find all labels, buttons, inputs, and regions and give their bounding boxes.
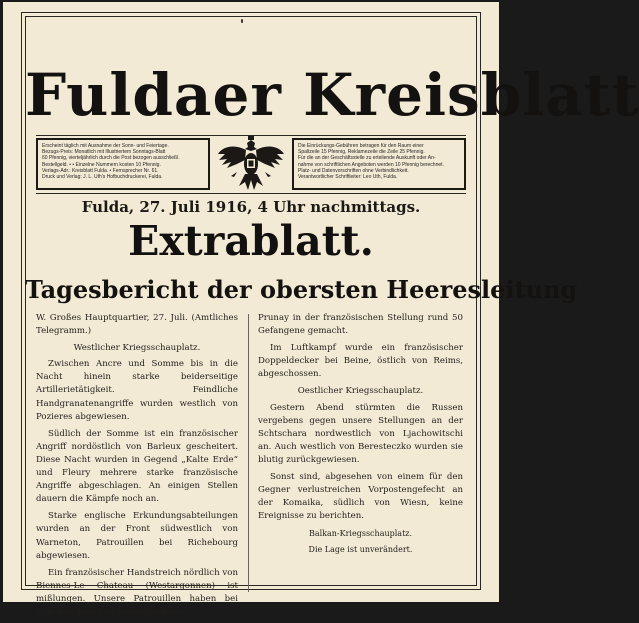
extrablatt-title: Extrablatt. — [128, 217, 374, 265]
column-divider — [248, 314, 249, 592]
section-heading-west: Westlicher Kriegsschauplatz. — [73, 343, 201, 354]
info-right-line: nahme von schriftlichen Angeboten werden 10 Pfennig berechnet. — [298, 161, 444, 168]
info-left-line: 60 Pfennig, vierteljährlich durch die Post bezogen ausschließl. — [42, 155, 180, 162]
report-paragraph: Prunay in der französischen Stellung rund 50 Gefangene gemacht. — [258, 313, 463, 337]
section-heading-balkan: Balkan-Kriegsschauplatz. — [308, 529, 413, 539]
info-right-line: Für die an der Geschäftsstelle zu erteilende Auskunft oder An- — [298, 155, 436, 162]
advertising-info-box — [292, 138, 466, 190]
info-left-line: Bestellgeld. • • Einzelne Nummern kosten 10 Pfennig. — [42, 161, 161, 168]
report-paragraph: Zwischen Ancre und Somme bis in die Nacht hinein starke beiderseitige Artillerietätigkeit. Feindliche Handgranatenangriffe wurden westlich von Pozieres abgewiesen. — [36, 359, 238, 422]
header-bottom-rule — [36, 193, 466, 194]
balkan-report: Die Lage ist unverändert. — [308, 544, 413, 554]
info-left-line: Verlags-Adr.: Kreisblatt Fulda. • Fernsprecher Nr. 61. — [42, 167, 159, 174]
dateline: Fulda, 27. Juli 1916, 4 Uhr nachmittags. — [81, 198, 421, 216]
newspaper-page — [3, 2, 639, 617]
report-paragraph: Sonst sind, abgesehen von einem für den Gegner verlustreichen Vorpostengefecht an der Komaika, südlich von Wiesn, keine Ereignisse zu berichten. — [258, 472, 463, 522]
info-right-line: Spaltzeile 15 Pfennig, Reklamezeile die Zeile 25 Pfennig. — [298, 149, 425, 156]
info-left-line: Erscheint täglich mit Ausnahme der Sonn- und Feiertage. — [42, 143, 169, 149]
report-paragraph: Im Luftkampf wurde ein französischer Doppeldecker bei Beine, östlich von Reims, abgeschossen. — [258, 343, 463, 380]
imperial-eagle-icon — [215, 134, 287, 194]
report-paragraph: Starke englische Erkundungsabteilungen wurden an der Front südwestlich von Warneton, Patrouillen bei Richebourg abgewiesen. — [36, 511, 238, 561]
report-intro: W. Großes Hauptquartier, 27. Juli. (Amtliches Telegramm.) — [36, 313, 238, 337]
info-right-line: Platz- und Datenvorschriften ohne Verbindlichkeit. — [298, 167, 409, 174]
info-left-line: Druck und Verlag: J. L. Uth's Hofbuchdruckerei, Fulda. — [42, 174, 163, 181]
report-paragraph: Ein französischer Handstreich nördlich von Biennes-Le Chateau (Westargonnen) ist mißlungen. Unsere Patrouillen haben bei Ville-aux-Bois und nordöstlich von — [36, 567, 238, 617]
report-headline: Tagesbericht der obersten Heeresleitung — [25, 275, 578, 304]
masthead-title: Fuldaer Kreisblatt — [25, 61, 639, 129]
info-right-line: Die Einrückungs-Gebühren betragen für den Raum einer — [298, 143, 424, 149]
subscription-info-box — [36, 138, 210, 190]
report-paragraph: Südlich der Somme ist ein französischer Angriff nordöstlich von Barleux gescheitert. Diese Nacht wurden in Gegend „Kalte Erde“ und Fleury mehrere starke französische Angriffe abgeschlagen. An einigen Stellen dauern die Kämpfe noch an. — [36, 428, 238, 505]
info-left-line: Bezugs-Preis: Monatlich mit Illustriertem Sonntags-Blatt — [42, 149, 166, 156]
info-right-line: Verantwortlicher Schriftleiter: Leo Uth, Fulda. — [298, 174, 398, 181]
right-column — [258, 312, 463, 558]
report-paragraph: Gestern Abend stürmten die Russen vergebens gegen unsere Stellungen an der Schtschara nordwestlich von Ljachowitschi an. Auch westlich von Beresteczko wurden sie blutig zurückgewiesen. — [258, 402, 463, 465]
section-heading-east: Oestlicher Kriegsschauplatz. — [297, 386, 424, 397]
left-column — [36, 312, 238, 623]
